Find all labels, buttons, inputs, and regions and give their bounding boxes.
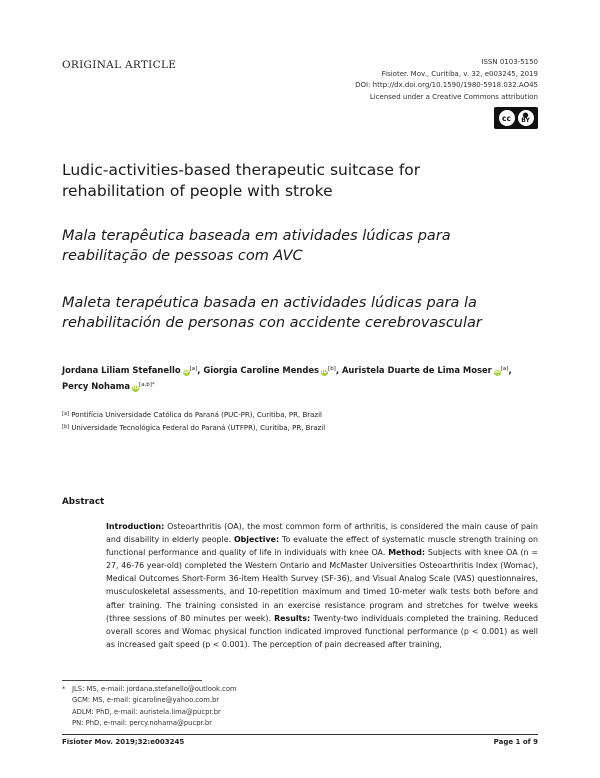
doi-link[interactable]: DOI: http://dx.doi.org/10.1590/1980-5918.032.AO45 [355,81,538,89]
author: Jordana Liliam Stefanello [62,365,181,375]
footnote-mark [62,695,72,706]
footnote-item [62,684,237,695]
footnote-mark: * [62,685,66,693]
footnote-email[interactable]: GCM: MS, e-mail: gicaroline@yahoo.com.br [72,696,220,705]
author-separator: , [197,365,204,375]
abstract-body [106,520,538,651]
footnote-item [62,707,237,718]
author: Auristela Duarte de Lima Moser [341,365,492,375]
by-icon [518,110,534,126]
footer-citation: Fisioter Mov. 2019;32:e003245 [62,738,185,746]
footnote-item [62,718,237,729]
footnote-divider [62,680,202,681]
author: Giorgia Caroline Mendes [203,365,320,375]
objective-label: Objective: [233,535,280,545]
issn: ISSN 0103-5150 [481,58,538,66]
affiliations [62,409,325,434]
orcid-icon[interactable]: iD [132,385,139,391]
cc-icon: cc [499,110,515,126]
footnote-email[interactable]: ADLM: PhD, e-mail: auristela.lima@pucpr.br [72,707,221,716]
objective-text: To evaluate the effect of systematic muscle strength training on functional performance and quality of life in individuals with knee OA. [106,535,538,558]
cc-by-license-icon[interactable] [494,107,538,129]
footnote-email[interactable]: PN: PhD, e-mail: percy.nohama@pucpr.br [72,718,212,727]
affiliation-item [62,422,325,435]
results-text: Twenty-two individuals completed the training. Reduced overall scores and Womac physical function indicated improved functional performance (p < 0.001) as well as increased gait speed (p < 0.001). The perception of pain decreased after training, [106,613,539,649]
footnote-email[interactable]: JLS: MS, e-mail: jordana.stefanello@outlook.com [72,685,237,693]
by-label: BY [521,117,530,124]
author-affil-mark: [a] [189,366,198,372]
method-label: Method: [388,548,426,558]
introduction-label: Introduction: [106,522,165,531]
affiliation-mark: [a] [62,411,69,417]
person-icon: ● [522,111,529,119]
license-text: Licensed under a Creative Commons attribution [369,92,538,101]
author-affil-mark: [b] [328,366,336,372]
orcid-icon[interactable]: iD [183,369,190,375]
introduction-text: Osteoarthritis (OA), the most common form of arthritis, is considered the main cause of pain and disability in elderly people. [106,522,538,545]
abstract-heading: Abstract [62,497,105,507]
affiliation-text: Pontifícia Universidade Católica do Paraná (PUC-PR), Curitiba, PR, Brazil [71,411,322,419]
author: Percy Nohama [62,381,131,391]
method-text: Subjects with knee OA (n = 27, 46-76 year-old) completed the Western Ontario and McMaster Universities Osteoarthritis Index (Womac), Medical Outcomes Short-Form 36-item Health Survey (SF-36), and Visual Analog Scale (VAS) questionnaires, musculoskeletal assessments, and 10-repetition maximum and timed 10-meter walk tests both before and after training. The training consisted in an exercise resistance program and stretches for twelve weeks (three sessions of 80 minutes per week). [106,548,539,623]
author-separator: , [508,365,512,375]
footnotes [62,684,237,729]
affiliation-item [62,409,325,422]
page-number: Page 1 of 9 [493,738,538,746]
section-label: ORIGINAL ARTICLE [62,59,177,71]
journal-meta [355,57,538,103]
journal-citation: Fisioter. Mov., Curitiba, v. 32, e003245, 2019 [381,69,538,78]
title-english: Ludic-activities-based therapeutic suitcase for rehabilitation of people with stroke [62,161,421,200]
title-spanish: Maleta terapéutica basada en actividades lúdicas para la rehabilitación de personas con accidente cerebrovascular [62,295,482,331]
results-label: Results: [274,613,311,623]
footnote-mark [62,707,72,718]
affiliation-text: Universidade Tecnológica Federal do Paraná (UTFPR), Curitiba, PR, Brazil [71,423,326,432]
title-portuguese: Mala terapêutica baseada em atividades lúdicas para reabilitação de pessoas com AVC [62,228,451,264]
footer-divider [62,734,538,735]
footnote-mark [62,718,72,729]
author-affil-mark: [a] [500,366,509,372]
author-affil-mark: [a,b]* [139,382,155,388]
author-list [62,362,542,394]
affiliation-mark: [b] [62,423,70,430]
footnote-item [62,695,237,706]
orcid-icon[interactable]: iD [321,369,328,375]
author-separator: , [335,365,342,375]
orcid-icon[interactable]: iD [494,369,501,375]
